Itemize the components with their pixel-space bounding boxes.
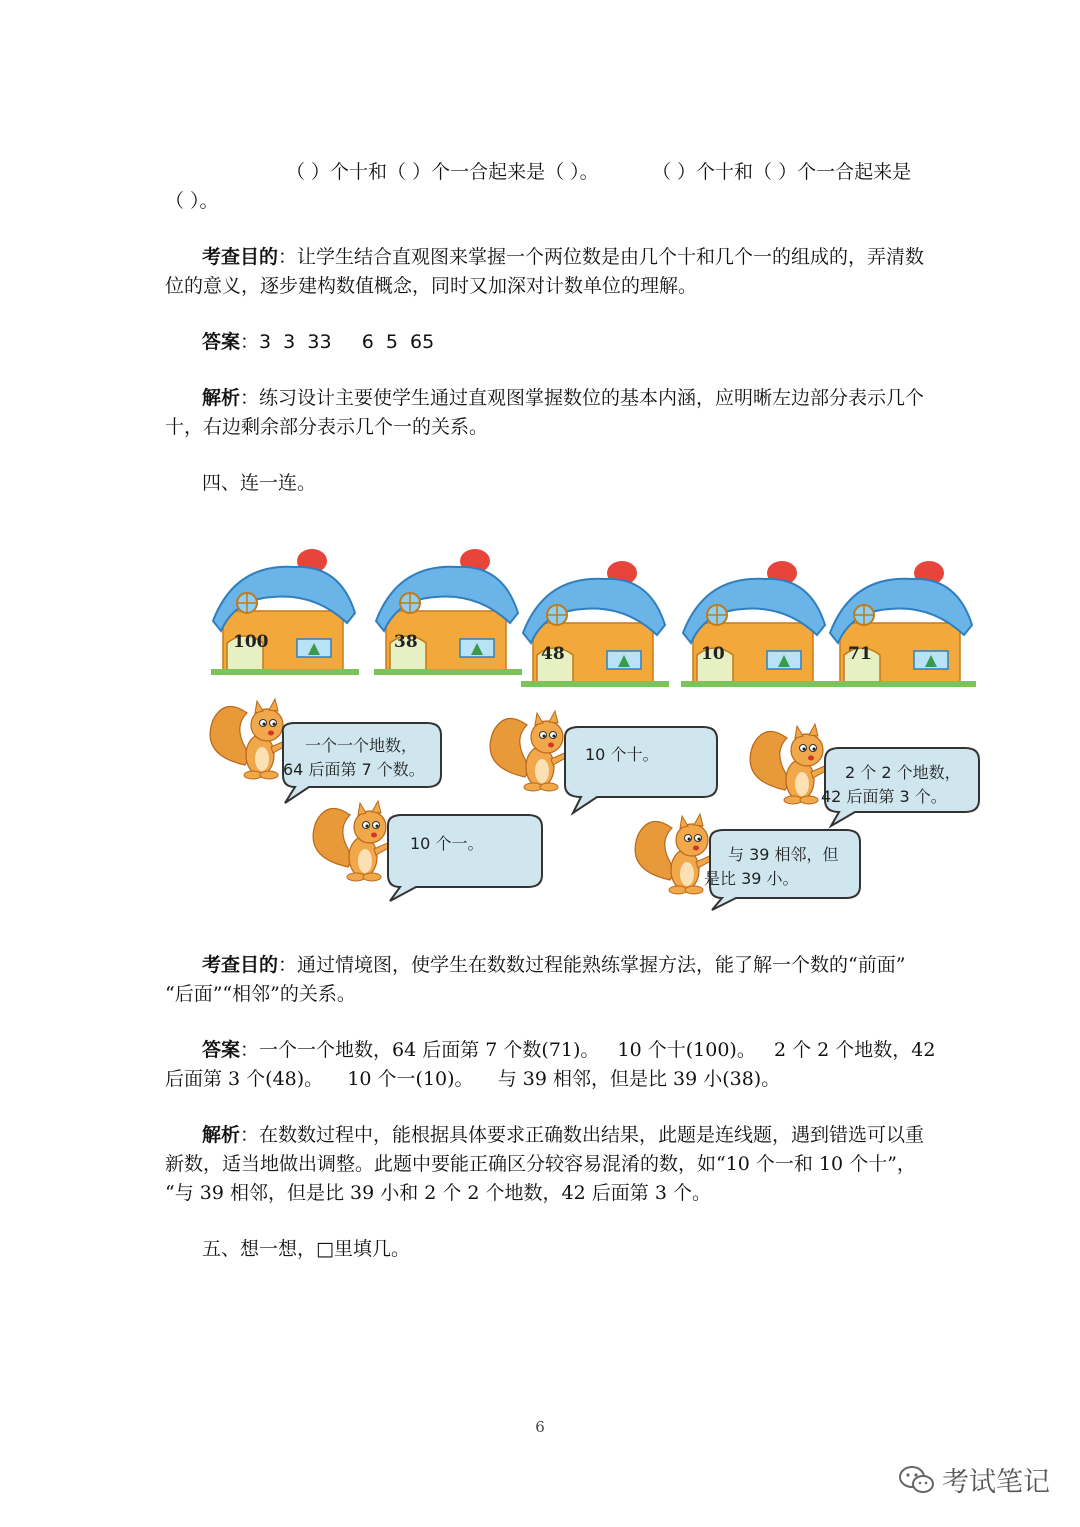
watermark-text: 考试笔记 (942, 1467, 1050, 1498)
purpose-text: ：让学生结合直观图来掌握一个两位数是由几个十和几个一的组成的，弄清数 (278, 246, 925, 268)
q4-illustration (200, 535, 1000, 915)
bubble-line: 42 后面第 3 个。 (821, 787, 947, 806)
house-1 (211, 549, 359, 675)
house-label: 48 (541, 644, 565, 664)
squirrel-bubble-4 (313, 801, 542, 901)
bubble-line: 一个一个地数， (305, 736, 418, 755)
answer-text: ：一个一个地数，64 后面第 7 个数(71)。 10 个十(100)。 2 个 2 个地数，42 (240, 1039, 936, 1061)
house-5 (828, 561, 976, 687)
squirrel-bubble-2 (490, 711, 717, 813)
purpose-label: 考查目的 (202, 246, 279, 268)
q4-purpose-line-2: “后面”“相邻”的关系。 (165, 983, 356, 1005)
purpose-label: 考查目的 (202, 954, 279, 976)
q3-purpose-line-2: 位的意义，逐步建构数值概念，同时又加深对计数单位的理解。 (165, 275, 698, 297)
q4-analysis-line-2: 新数，适当地做出调整。此题中要能正确区分较容易混淆的数，如“10 个一和 10 个十”， (165, 1153, 916, 1175)
q4-answer-line-2: 后面第 3 个(48)。 10 个一(10)。 与 39 相邻，但是比 39 小(38)。 (165, 1068, 781, 1090)
q4-analysis-line-1 (202, 1123, 924, 1147)
q3-fill-line-1a: （ ）个十和（ ）个一合起来是（ ）。 (286, 161, 599, 183)
answer-text: ：3 3 33 6 5 65 (240, 331, 435, 353)
purpose-text: ：通过情境图，使学生在数数过程能熟练掌握方法，能了解一个数的“前面” (278, 954, 906, 976)
wechat-icon (898, 1464, 936, 1496)
house-label: 38 (394, 632, 418, 652)
house-3 (521, 561, 669, 687)
q4-answer-line-1 (202, 1038, 935, 1062)
bubble-line: 64 后面第 7 个数。 (283, 760, 425, 779)
squirrel-bubble-5 (635, 814, 860, 910)
page-number: 6 (535, 1418, 545, 1436)
q3-purpose-line-1 (202, 245, 924, 269)
house-label: 100 (233, 632, 269, 652)
q3-analysis-line-1 (202, 386, 924, 410)
q3-answer (202, 330, 434, 354)
squirrel-bubble-1 (210, 699, 441, 803)
analysis-text: ：在数数过程中，能根据具体要求正确数出结果，此题是连线题，遇到错选可以重 (240, 1124, 925, 1146)
bubble-line: 10 个一。 (410, 834, 484, 853)
bubble-line: 10 个十。 (585, 745, 659, 764)
q4-title: 四、连一连。 (202, 472, 317, 494)
bubble-line: 2 个 2 个地数， (845, 763, 961, 782)
analysis-label: 解析 (202, 1124, 241, 1146)
bubble-line: 是比 39 小。 (704, 869, 799, 888)
q3-fill-line-2: （ ）。 (165, 190, 219, 212)
q5-title: 五、想一想，□里填几。 (202, 1238, 410, 1260)
q3-fill-line-1b: （ ）个十和（ ）个一合起来是 (652, 161, 912, 183)
house-2 (374, 549, 522, 675)
house-label: 71 (848, 644, 872, 664)
house-label: 10 (701, 644, 725, 664)
analysis-label: 解析 (202, 387, 241, 409)
squirrel-bubble-3 (750, 724, 979, 826)
q3-analysis-line-2: 十，右边剩余部分表示几个一的关系。 (165, 416, 489, 438)
q4-purpose-line-1 (202, 953, 905, 977)
q4-analysis-line-3: “与 39 相邻，但是比 39 小和 2 个 2 个地数，42 后面第 3 个。 (165, 1182, 711, 1204)
answer-label: 答案 (202, 1039, 241, 1061)
watermark (898, 1460, 1050, 1499)
answer-label: 答案 (202, 331, 241, 353)
analysis-text: ：练习设计主要使学生通过直观图掌握数位的基本内涵，应明晰左边部分表示几个 (240, 387, 925, 409)
house-4 (681, 561, 829, 687)
bubble-line: 与 39 相邻，但 (728, 845, 839, 864)
